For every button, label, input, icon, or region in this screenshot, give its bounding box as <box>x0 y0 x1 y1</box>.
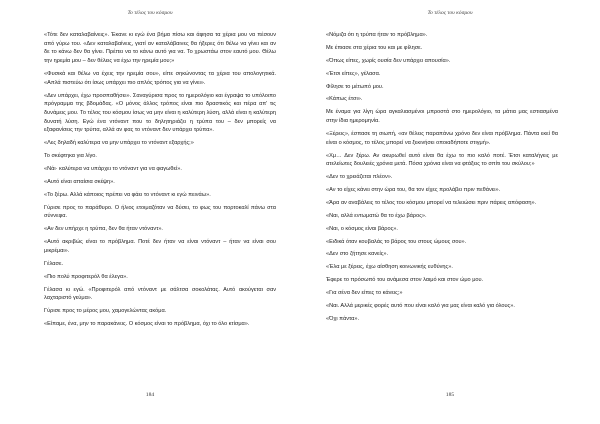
paragraph: Με έπιασε στα χέρια του και με φίλησε. <box>326 44 423 51</box>
paragraph: «Ναι, αλλά εντωματώ θα το έχω βάρος». <box>326 212 427 219</box>
paragraph: «Λες δηλαδή καλύτερα να μην υπάρχει το ντόναντ εξαρχής;» <box>44 140 194 147</box>
paragraph: Με έναμα για λίγη ώρα αγκαλιασμένοι μπροστά στο ημερολόγιο, τα μάτια μας εστιασμένα στην ίδια ημερομηνία. <box>326 109 558 125</box>
paragraph: «Έτσι είπες», γέλασα. <box>326 70 381 77</box>
paragraph: «Ξέρεις», έσπασε τη σιωπή, «αν θέλεις παραπάνω χρόνο δεν είναι πρόβλημα. Πάντα εκεί θα είναι ο κόσμος, το τέλος μπορεί να ξεκινήσει οποιαδήποτε στιγμή». <box>326 130 558 146</box>
paragraph: Φίλησε το μέτωπό μου. <box>326 83 384 90</box>
paragraph: Γύρισε προς το παράθυρο. Ο ήλιος ετοιμαζόταν να δύσει, το φως του πορτοκαλί πάνω στα σύννεφα. <box>44 204 276 220</box>
paragraph: Γέλασα κι εγώ. «Προφιτερόλ από ντόναντ με σάλτσα σοκολάτας. Αυτό ακούγεται σαν λαχταριστό γεύμα». <box>44 286 276 302</box>
paragraph: «Νόμιζα ότι η τρύπα ήταν το πρόβλημα». <box>326 32 428 38</box>
paragraph: «Δεν στο ζήτησε κανείς». <box>326 251 389 258</box>
page-body <box>44 31 276 333</box>
paragraph: «Αν το είχες κάνει στην ώρα του, θα τον είχες προλάβει πριν πεθάνει». <box>326 187 501 194</box>
paragraph: «Είπαμε, ένα, μην το παρακάνεις. Ο κόσμος είναι το πρόβλημα, όχι το όλο κτίσμα». <box>44 321 250 328</box>
paragraph: «Κάπως έτσι». <box>326 96 363 103</box>
paragraph: «Όχι πάντα». <box>326 315 360 322</box>
page-body <box>326 31 558 328</box>
paragraph: «Έλα με ξέρεις, έχω αίσθηση κοινωνικής ευθύνης». <box>326 264 453 271</box>
paragraph: «Αυτό ακριβώς είναι το πρόβλημα. Ποτέ δεν ήταν να είναι ντόναντ – ήταν να είναι σου μικρέμαι». <box>44 239 276 254</box>
paragraph: Γύρισε προς το μέρος μου, χαμογελώντας ακόμα. <box>44 308 167 315</box>
paragraph: «Δεν υπάρχει, έχω προσπαθήσει». Σαναγύρισα προς το ημερολόγιο και έγραψα το υπόλοιπο πρόγραμμα της βδομάδας. «Ο μόνος άλλος τρόπος είναι πιο δραστικός και πέρα απ' τις δυνάμεις μου. Το τέλος του κόσμου ίσως να μην είναι η καλύτερη λύση, αλλά είναι η καλύτερη δυνατή λύση. Εγώ ένα ντόναντ που το δηλητηριάζει η τρύπα του – δεν μπορείς να εξαφανίσεις την τρύπα, αλλά αν φας το ντόναντ δεν υπάρχει τρύπα». <box>44 92 276 134</box>
paragraph: «Δεν το χρειάζεται πλέον». <box>326 174 393 181</box>
paragraph: «Ναι, ο κόσμος είναι βάρος». <box>326 225 398 232</box>
right-page <box>300 0 600 424</box>
paragraph: Γέλασε. <box>44 260 64 267</box>
paragraph: «Αυτό είναι απαίσια σκέψη». <box>44 178 115 185</box>
paragraph: Έφερε το πρόσωπό του ανάμεσα στον λαιμό και στον ώμο μου. <box>326 277 484 284</box>
page-number: 184 <box>145 392 155 398</box>
paragraph: «Τότε δεν καταλαβαίνεις». Έκανε κι εγώ ένα βήμα πίσω και άφησα τα χέρια μου να πέσουν από γύρω του. «Δεν καταλαβαίνεις, γιατί αν καταλάβαινες θα ήξερες ότι θέλω να γίνει και αν δε το κάνω δεν θα γίνει. Πρέπει να το κάνω αυτό για να. Το χρωστάω στον εαυτό μου. Θέλω την ηρεμία μου – δεν θέλεις να έχω την ηρεμία μου;» <box>44 32 276 65</box>
paragraph: Το σκέφτηκα για λίγο. <box>44 153 97 160</box>
paragraph: «Νάι· καλύτερα να υπάρχει το ντόναντ για να φαγωθεί». <box>44 166 182 173</box>
paragraph: «Αν δεν υπήρχε η τρύπα, δεν θα ήταν ντόναντ». <box>44 226 163 233</box>
paragraph: «Για σένα δεν είπες το κάνεις;» <box>326 290 403 297</box>
running-head: Το τέλος του κόσμου <box>127 10 173 16</box>
page-number: 185 <box>445 392 455 398</box>
paragraph: «Άρα αν αναβάλεις το τέλος του κόσμου μπορεί να τελειώσει πριν πάρεις απόφαση». <box>326 199 537 206</box>
paragraph: «Όπως είπες, χωρίς ουσία δεν υπάρχει απουσία». <box>326 57 451 64</box>
paragraph: «Χμ… Δεν ξέρω. Αν ακυρωθεί αυτό είναι θα έχω το πιο καλό ποτέ. Έτσι καταλήγεις με ατελείωτες δουλειές χρόνια μετά. Πόσα χρόνια είναι να φτάξεις το σπίτι του σκύλου;» <box>326 152 558 168</box>
paragraph: «Ειδικά όταν κουβαλάς το βάρος του στους ώμους σου». <box>326 238 467 245</box>
paragraph: «Το ξέρω. Αλλά κάποιος πρέπει να φάει το ντόναντ κι εγώ πεινάω». <box>44 191 211 198</box>
paragraph: «Ναι. Αλλά μερικές φορές αυτό που είναι καλό για μας είναι καλό για όλους». <box>326 303 515 310</box>
paragraph: «Φυσικά και θέλω να έχεις την ηρεμία σου», είπε σηκώνοντας τα χέρια του απολογητικά. «Απλά πιστεύω ότι ίσως υπάρχει πιο απλός τρόπος για να γίνει». <box>44 71 276 86</box>
paragraph: «Πιο πολύ προφιτερόλ θα έλεγα». <box>44 273 128 280</box>
running-head: Το τέλος του κόσμου <box>427 10 473 16</box>
